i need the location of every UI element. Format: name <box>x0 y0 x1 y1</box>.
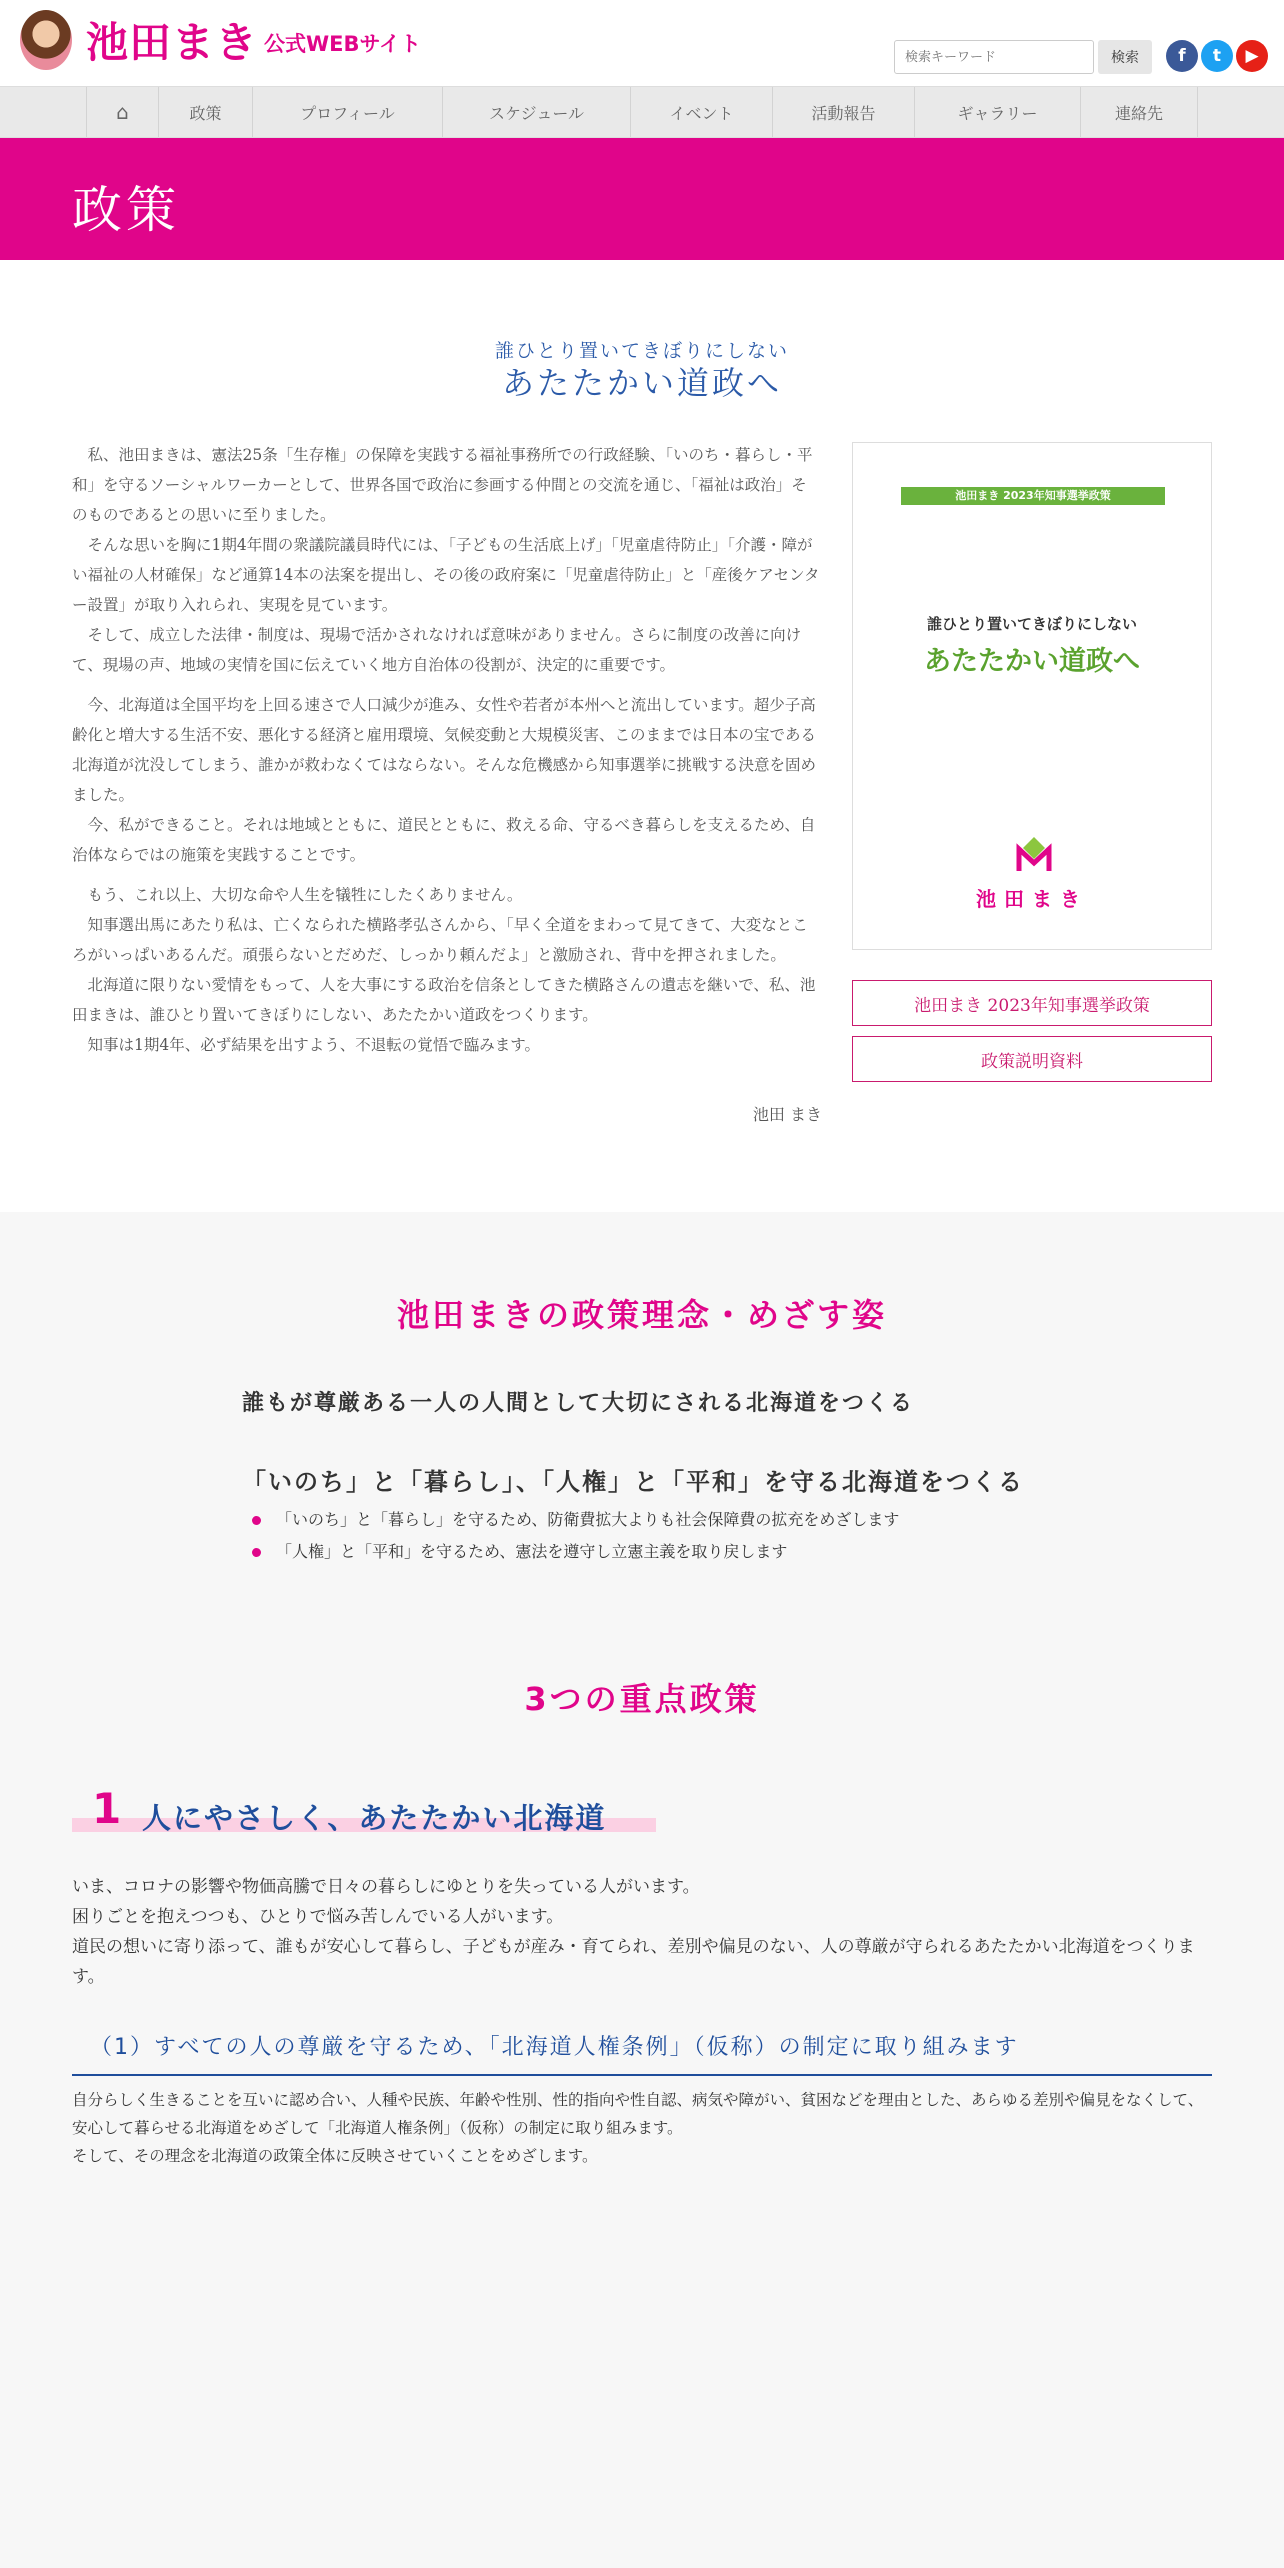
vision-statement-2: 「いのち」と「暮らし」、「人権」と「平和」を守る北海道をつくる <box>242 1468 1024 1496</box>
policy-1-heading <box>72 1784 656 1835</box>
pamphlet-header-bar: 池田まき 2023年知事選挙政策 <box>901 487 1165 505</box>
policy-paragraph: いま、コロナの影響や物価高騰で日々の暮らしにゆとりを失っている人がいます。 <box>72 1877 700 1897</box>
nav-home[interactable] <box>86 87 158 137</box>
facebook-icon[interactable]: f <box>1166 40 1198 72</box>
priorities-title: 3つの重点政策 <box>524 1680 760 1718</box>
site-logo-subtitle[interactable]: 公式WEBサイト <box>264 32 422 56</box>
page-title: 政策 <box>72 181 180 239</box>
intro-section <box>0 260 1284 1212</box>
twitter-icon[interactable]: t <box>1201 40 1233 72</box>
policy-paragraph: 困りごとを抱えつつも、ひとりで悩み苦しんでいる人がいます。 <box>72 1907 564 1927</box>
vision-statement-1: 誰もが尊厳ある一人の人間として大切にされる北海道をつくる <box>242 1391 915 1416</box>
policy-1-subheading: （1）すべての人の尊厳を守るため、「北海道人権条例」（仮称）の制定に取り組みます <box>72 2028 1212 2076</box>
candidate-avatar[interactable] <box>20 10 72 70</box>
nav-item-schedule[interactable]: スケジュール <box>442 87 630 137</box>
nav-item-contact[interactable]: 連絡先 <box>1080 87 1198 137</box>
pamphlet-tagline-big: あたたかい道政へ <box>924 646 1140 677</box>
election-policy-link[interactable]: 池田まき 2023年知事選挙政策 <box>852 980 1212 1026</box>
message-paragraph: そんな思いを胸に1期4年間の衆議院議員時代には、「子どもの生活底上げ」「児童虐待防止」「介護・障がい福祉の人材確保」など通算14本の法案を提出し、その後の政府案に「児童虐待防止」と「産後ケアセンター設置」が取り入れられ、実現を見ています。 <box>72 536 820 614</box>
youtube-icon[interactable]: ▶ <box>1236 40 1268 72</box>
message-paragraph: 北海道に限りない愛情をもって、人を大事にする政治を信条としてきた横路さんの遺志を継いで、私、池田まきは、誰ひとり置いてきぼりにしない、あたたかい道政をつくります。 <box>72 976 816 1024</box>
tagline-small: 誰ひとり置いてきぼりにしない <box>494 340 789 362</box>
nav-item-reports[interactable]: 活動報告 <box>772 87 914 137</box>
policy-pamphlet-cover[interactable] <box>852 442 1212 950</box>
main-nav <box>0 86 1284 138</box>
vision-bullets <box>250 1504 899 1568</box>
policy-1-sub-body <box>72 2086 1212 2170</box>
nav-item-gallery[interactable]: ギャラリー <box>914 87 1080 137</box>
policy-title: 人にやさしく、あたたかい北海道 <box>142 1801 607 1835</box>
philosophy-title: 池田まきの政策理念・めざす姿 <box>396 1296 887 1334</box>
message-paragraph: 今、北海道は全国平均を上回る速さで人口減少が進み、女性や若者が本州へと流出しています。超少子高齢化と増大する生活不安、悪化する経済と雇用環境、気候変動と大規模災害、このままでは日本の宝である北海道が沈没してしまう、誰かが救わなくてはならない。そんな危機感から知事選挙に挑戦する決意を固めました。 <box>72 696 817 804</box>
search-input[interactable] <box>894 40 1094 74</box>
candidate-message <box>72 440 822 1060</box>
site-header <box>0 0 1284 86</box>
pamphlet-candidate-name: 池田まき <box>976 887 1088 911</box>
message-paragraph: そして、成立した法律・制度は、現場で活かされなければ意味がありません。さらに制度の改善に向けて、現場の声、地域の実情を国に伝えていく地方自治体の役割が、決定的に重要です。 <box>72 626 802 674</box>
candidate-logo-icon <box>1015 835 1053 873</box>
policy-number: 1 <box>92 1784 122 1833</box>
message-paragraph: 私、池田まきは、憲法25条「生存権」の保障を実践する福祉事務所での行政経験、「いのち・暮らし・平和」を守るソーシャルワーカーとして、世界各国で政治に参画する仲間との交流を通じ、「福祉は政治」そのものであるとの思いに至りました。 <box>72 446 813 524</box>
policy-materials-link[interactable]: 政策説明資料 <box>852 1036 1212 1082</box>
list-item: 「いのち」と「暮らし」を守るため、防衛費拡大よりも社会保障費の拡充をめざします <box>250 1504 899 1536</box>
nav-item-profile[interactable]: プロフィール <box>252 87 442 137</box>
page-title-band <box>0 138 1284 260</box>
message-paragraph: 知事は1期4年、必ず結果を出すよう、不退転の覚悟で臨みます。 <box>87 1036 540 1054</box>
tagline-big: あたたかい道政へ <box>501 364 782 402</box>
policy-paragraph: そして、その理念を北海道の政策全体に反映させていくことをめざします。 <box>72 2147 598 2165</box>
policy-1-body <box>72 1872 1212 1992</box>
search-button[interactable]: 検索 <box>1098 40 1152 74</box>
message-paragraph: もう、これ以上、大切な命や人生を犠牲にしたくありません。 <box>87 886 523 904</box>
list-item: 「人権」と「平和」を守るため、憲法を遵守し立憲主義を取り戻します <box>250 1536 899 1568</box>
policy-paragraph: 道民の想いに寄り添って、誰もが安心して暮らし、子どもが産み・育てられ、差別や偏見のない、人の尊厳が守られるあたたかい北海道をつくります。 <box>72 1937 1195 1987</box>
pamphlet-tagline-small: 誰ひとり置いてきぼりにしない <box>926 615 1137 633</box>
message-paragraph: 今、私ができること。それは地域とともに、道民とともに、救える命、守るべき暮らしを支えるため、自治体ならではの施策を実践することです。 <box>72 816 816 864</box>
site-logo-name[interactable]: 池田まき <box>86 18 259 67</box>
message-paragraph: 知事選出馬にあたり私は、亡くなられた横路孝弘さんから、「早く全道をまわって見てきて、大変なところがいっぱいあるんだ。頑張らないとだめだ、しっかり頼んだよ」と激励され、背中を押されました。 <box>72 916 808 964</box>
signature: 池田 まき <box>752 1105 822 1124</box>
policy-paragraph: 自分らしく生きることを互いに認め合い、人種や民族、年齢や性別、性的指向や性自認、病気や障がい、貧困などを理由とした、あらゆる差別や偏見をなくして、安心して暮らせる北海道をめざして「北海道人権条例」（仮称）の制定に取り組みます。 <box>72 2091 1204 2137</box>
nav-item-events[interactable]: イベント <box>630 87 772 137</box>
home-icon: ⌂ <box>116 100 129 124</box>
nav-item-policy[interactable]: 政策 <box>158 87 252 137</box>
